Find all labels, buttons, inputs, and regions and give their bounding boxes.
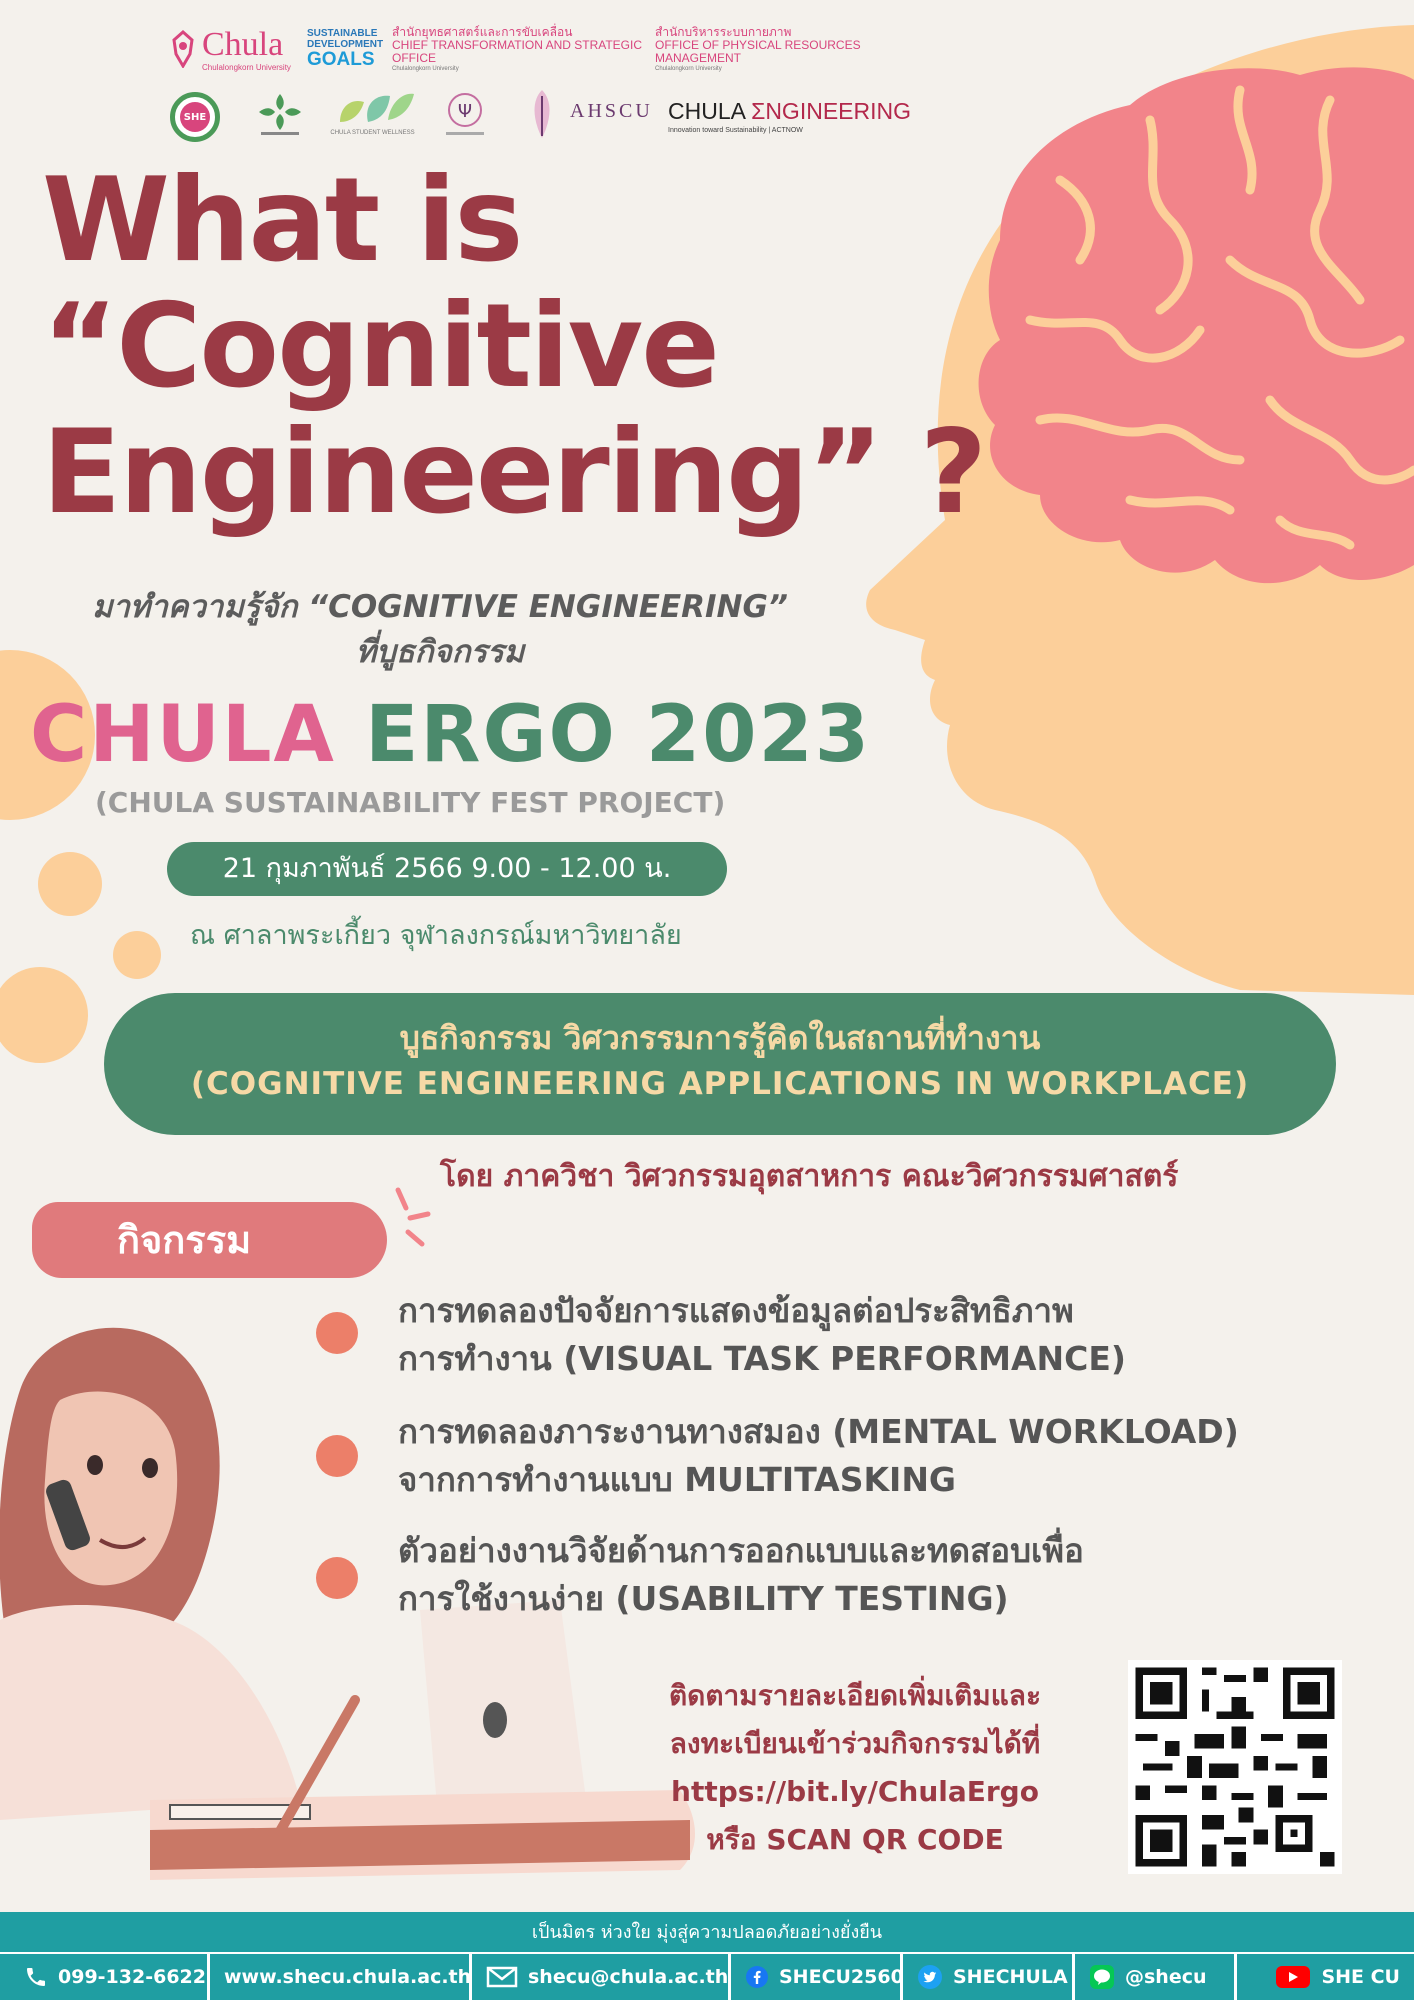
ahscu-logo: AHSCU — [570, 100, 653, 122]
sdg-goals: GOALS — [307, 49, 375, 70]
svg-text:Ψ: Ψ — [457, 101, 473, 122]
contact-website-text: www.shecu.chula.ac.th — [224, 1966, 472, 1988]
opr-logo — [655, 26, 905, 72]
intro-text — [30, 585, 850, 675]
twitter-icon — [917, 1964, 943, 1990]
contact-youtube-text: SHE CU — [1321, 1966, 1400, 1988]
contact-bar — [0, 1954, 1414, 2000]
opr-en: OFFICE OF PHYSICAL RESOURCES MANAGEMENT — [655, 38, 861, 66]
event-date-badge: 21 กุมภาพันธ์ 2566 9.00 - 12.00 น. — [167, 842, 727, 896]
intro-line-2: ที่บูธกิจกรรม — [355, 634, 525, 670]
sdg-line1: SUSTAINABLE — [307, 28, 378, 39]
cto-en: CHIEF TRANSFORMATION AND STRATEGIC OFFICE — [392, 38, 643, 66]
chula-crest-icon — [170, 30, 196, 68]
psychology-logo — [440, 90, 490, 140]
contact-facebook-text: SHECU2560 — [779, 1966, 904, 1988]
bullet-icon — [316, 1312, 358, 1354]
activity-line: การทดลองปัจจัยการแสดงข้อมูลต่อประสิทธิภาพ — [398, 1291, 1074, 1330]
contact-email-text: shecu@chula.ac.th — [528, 1966, 729, 1988]
intro-line-1: มาทำความรู้จัก “COGNITIVE ENGINEERING” — [92, 589, 788, 625]
sdg-line2: DEVELOPMENT — [307, 39, 384, 50]
she-logo — [170, 92, 220, 142]
event-name-ergo: ERGO 2023 — [365, 690, 872, 780]
ceng-tagline: Innovation toward Sustainability | ACTNOW — [668, 127, 803, 134]
contact-website[interactable] — [207, 1954, 472, 2000]
deco-circle — [0, 967, 88, 1063]
phone-icon — [24, 1965, 48, 1989]
leaf-cross-logo — [255, 90, 305, 138]
activity-line: การทดลองภาระงานทางสมอง (MENTAL WORKLOAD) — [398, 1412, 1239, 1451]
line-icon — [1089, 1964, 1115, 1990]
title-line-2: “Cognitive — [42, 279, 718, 414]
contact-phone-text: 099-132-6622 — [58, 1966, 206, 1988]
activity-line: การใช้งานง่าย (USABILITY TESTING) — [398, 1579, 1009, 1618]
organizer-line: โดย ภาควิชา วิศวกรรมอุตสาหการ คณะวิศวกรรมศาสตร์ — [440, 1159, 1179, 1194]
chula-logo-word: Chula — [202, 26, 284, 63]
qr-code[interactable] — [1128, 1660, 1342, 1874]
cto-logo — [392, 26, 647, 72]
deco-circle — [113, 931, 161, 979]
contact-youtube[interactable] — [1234, 1954, 1414, 2000]
contact-line[interactable] — [1072, 1954, 1234, 2000]
opr-sub: Chulalongkorn University — [655, 65, 722, 72]
booth-banner — [104, 993, 1336, 1135]
registration-info — [620, 1672, 1090, 1864]
ceng-rest: NGINEERING — [765, 98, 911, 124]
contact-twitter-text: SHECHULA — [953, 1966, 1068, 1988]
chula-logo-sub: Chulalongkorn University — [202, 63, 291, 72]
event-name-chula: CHULA — [30, 690, 336, 780]
activity-item — [398, 1287, 1378, 1383]
wellness-logo — [330, 88, 415, 137]
project-subtitle: (CHULA SUSTAINABILITY FEST PROJECT) — [95, 786, 726, 819]
ceng-chula: CHULA — [668, 98, 745, 124]
follow-line-1: ติดตามรายละเอียดเพิ่มเติมและ — [668, 1679, 1041, 1712]
event-venue: ณ ศาลาพระเกี้ยว จุฬาลงกรณ์มหาวิทยาลัย — [190, 920, 682, 951]
wellness-leaves-icon — [330, 88, 415, 126]
booth-line-1: บูธกิจกรรม วิศวกรรมการรู้คิดในสถานที่ทำงาน — [399, 1019, 1041, 1057]
footer-tagline: เป็นมิตร ห่วงใย มุ่งสู่ความปลอดภัยอย่างยั่งยืน — [0, 1912, 1414, 1954]
contact-phone[interactable] — [0, 1954, 207, 2000]
cto-sub: Chulalongkorn University — [392, 65, 459, 72]
ahscu-emblem-icon — [522, 88, 562, 140]
activity-line: ตัวอย่างงานวิจัยด้านการออกแบบและทดสอบเพื่อ — [398, 1531, 1084, 1570]
facebook-icon — [745, 1965, 769, 1989]
chula-logo — [170, 26, 291, 73]
opr-thai: สำนักบริหารระบบกายภาพ — [655, 25, 792, 39]
activities-label: กิจกรรม — [32, 1202, 387, 1278]
booth-line-2: (COGNITIVE ENGINEERING APPLICATIONS IN WORKPLACE) — [190, 1066, 1250, 1102]
contact-email[interactable] — [469, 1954, 728, 2000]
wellness-text: CHULA STUDENT WELLNESS — [330, 130, 415, 136]
youtube-icon — [1275, 1964, 1311, 1990]
chula-engineering-logo — [668, 98, 911, 134]
contact-line-text: @shecu — [1125, 1966, 1207, 1988]
she-logo-text: SHE — [180, 102, 210, 132]
cto-thai: สำนักยุทธศาสตร์และการขับเคลื่อน — [392, 25, 573, 39]
title-line-3: Engineering” ? — [42, 405, 986, 540]
contact-twitter[interactable] — [900, 1954, 1072, 2000]
follow-line-4: หรือ SCAN QR CODE — [706, 1823, 1004, 1856]
bullet-icon — [316, 1557, 358, 1599]
title-line-1: What is — [42, 153, 522, 288]
activity-item — [398, 1408, 1378, 1504]
activity-line: การทำงาน (VISUAL TASK PERFORMANCE) — [398, 1339, 1127, 1378]
page-title — [42, 153, 1022, 540]
sdg-logo — [307, 28, 383, 71]
registration-link[interactable]: https://bit.ly/ChulaErgo — [671, 1775, 1039, 1808]
follow-line-2: ลงทะเบียนเข้าร่วมกิจกรรมได้ที่ — [669, 1727, 1041, 1760]
mail-icon — [486, 1965, 518, 1989]
deco-circle — [38, 852, 102, 916]
bullet-icon — [316, 1435, 358, 1477]
activity-line: จากการทำงานแบบ MULTITASKING — [398, 1460, 957, 1499]
activity-item — [398, 1527, 1378, 1623]
contact-facebook[interactable] — [728, 1954, 904, 2000]
event-name — [30, 690, 871, 780]
ceng-sigma: Σ — [751, 98, 766, 124]
